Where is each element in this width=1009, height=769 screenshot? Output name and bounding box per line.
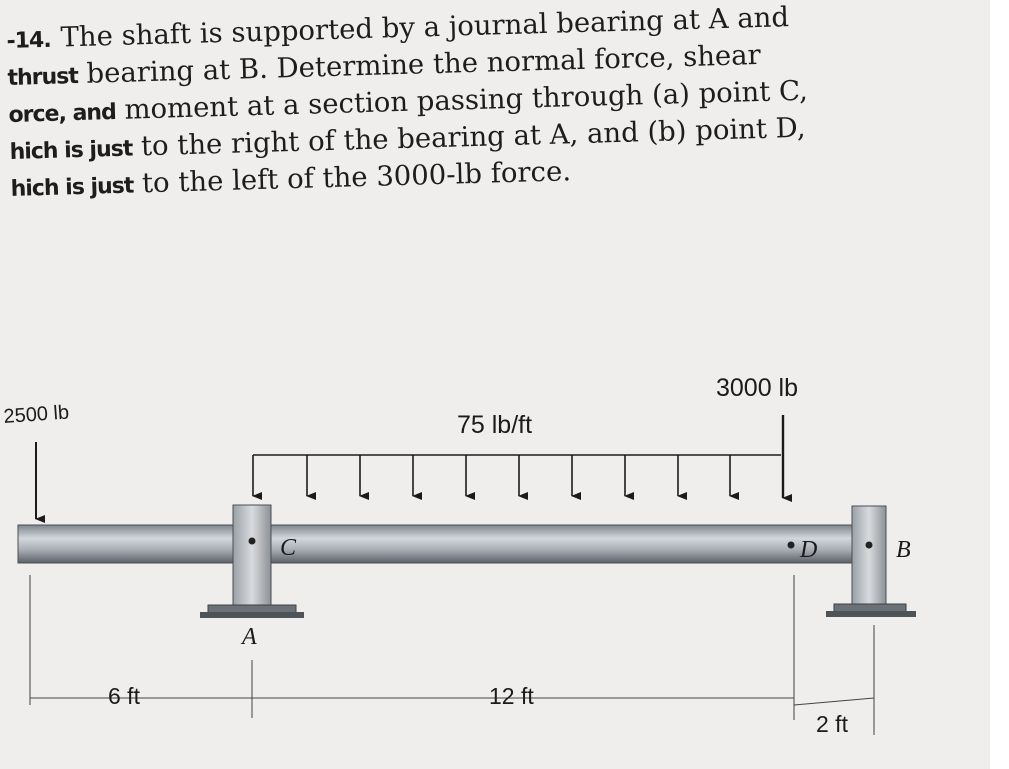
label-point-a: A <box>242 624 257 650</box>
point-d-marker <box>788 542 795 549</box>
label-point-d: D <box>800 537 818 563</box>
label-12-ft: 12 ft <box>489 683 534 709</box>
label-6-ft: 6 ft <box>108 683 140 709</box>
label-point-b: B <box>896 537 911 563</box>
shaft <box>18 525 886 563</box>
problem-line-5: hich is just to the left of the 3000-lb force. <box>10 155 572 202</box>
label-75-lb-ft: 75 lb/ft <box>457 411 533 439</box>
problem-line-1: -14. The shaft is supported by a journal bearing at A and <box>6 1 790 54</box>
dimension-line-2ft <box>794 698 874 705</box>
problem-line-2: thrust bearing at B. Determine the normal force, shear <box>7 38 762 91</box>
problem-line-3: orce, and moment at a section passing through (a) point C, <box>8 74 809 128</box>
label-point-c: C <box>280 535 297 561</box>
label-3000-lb: 3000 lb <box>716 374 799 402</box>
label-2500-lb: 2500 lb <box>2 401 70 428</box>
label-2-ft: 2 ft <box>816 711 848 737</box>
distributed-load <box>253 455 781 496</box>
problem-number: -14. <box>6 27 51 54</box>
problem-line-4: hich is just to the right of the bearing at A, and (b) point D, <box>9 111 806 165</box>
